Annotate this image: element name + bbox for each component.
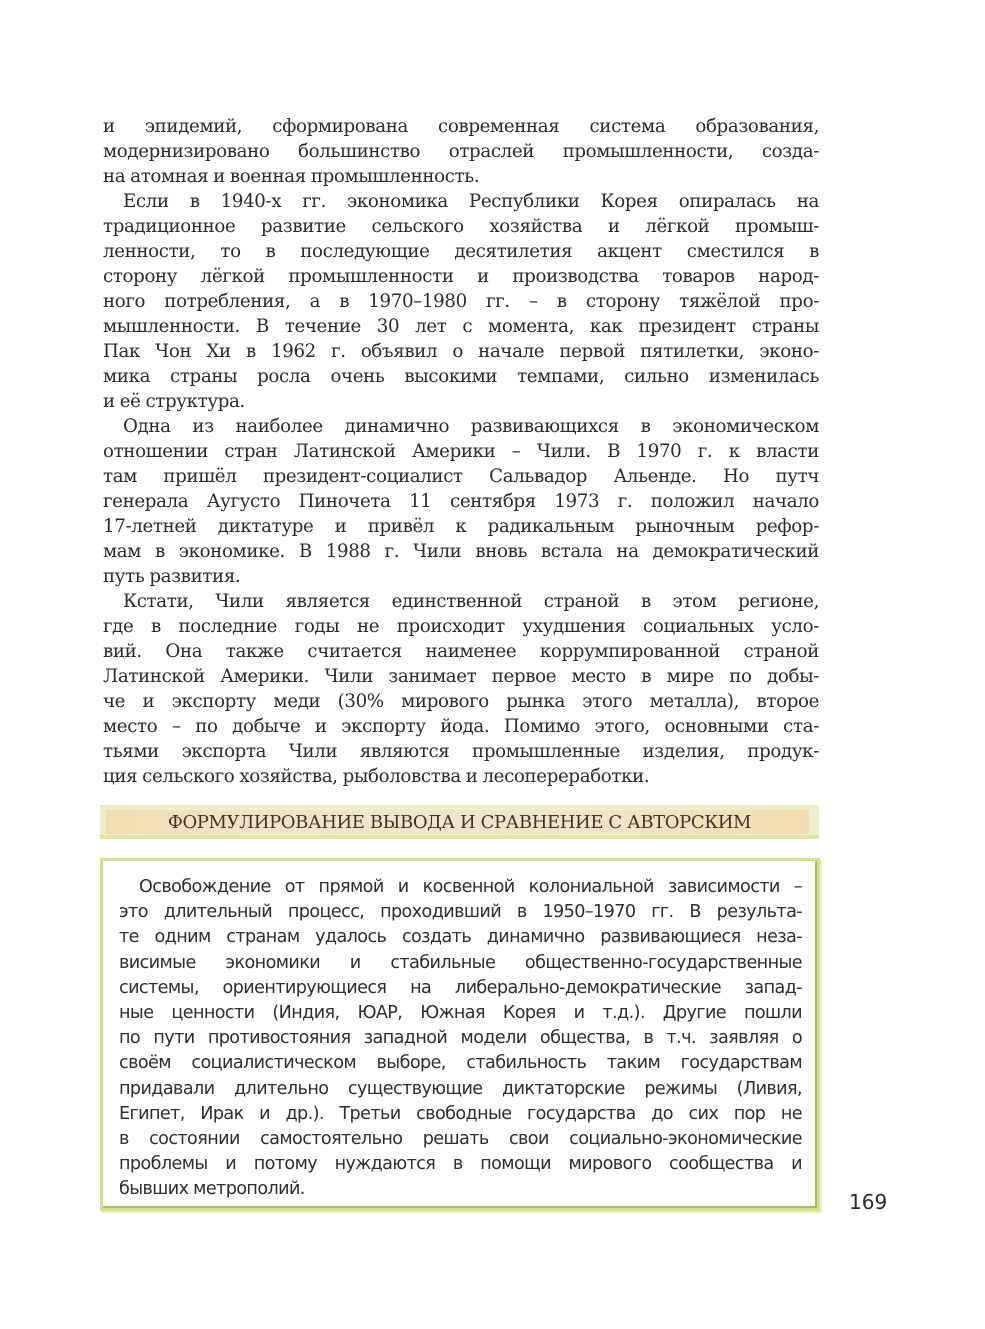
text-line: Латинской Америки. Чили занимает первое место в мире по добы- xyxy=(103,666,819,687)
text-line: сторону лёгкой промышленности и производства товаров народ- xyxy=(103,266,819,287)
text-line: ция сельского хозяйства, рыболовства и лесопереработки. xyxy=(103,766,650,787)
text-line: 17-летней диктатуре и привёл к радикальным рыночным рефор- xyxy=(103,516,819,537)
text-line: те одним странам удалось создать динамично развивающиеся неза- xyxy=(119,927,802,948)
text-line: традиционное развитие сельского хозяйства и лёгкой промыш- xyxy=(103,216,819,237)
text-line: ного потребления, а в 1970–1980 гг. – в сторону тяжёлой про- xyxy=(103,291,819,312)
text-line: мышленности. В течение 30 лет с момента, как президент страны xyxy=(103,316,819,337)
paragraph xyxy=(103,414,819,589)
text-line: вий. Она также считается наименее коррумпированной страной xyxy=(103,641,819,662)
text-line: по пути противостояния западной модели общества, в т.ч. заявляя о xyxy=(119,1028,802,1049)
text-line: тьями экспорта Чили являются промышленные изделия, продук- xyxy=(103,741,819,762)
text-line: че и экспорту меди (30% мирового рынка этого металла), второе xyxy=(103,691,819,712)
text-line: системы, ориентирующиеся на либерально-демократические запад- xyxy=(119,977,802,998)
text-line: Если в 1940-х гг. экономика Республики Корея опиралась на xyxy=(123,191,819,212)
paragraph xyxy=(103,589,819,789)
conclusion-box xyxy=(100,858,820,1211)
text-line: ные ценности (Индия, ЮАР, Южная Корея и т.д.). Другие пошли xyxy=(119,1003,802,1024)
section-heading: ФОРМУЛИРОВАНИЕ ВЫВОДА И СРАВНЕНИЕ С АВТОРСКИМ xyxy=(167,812,752,833)
main-text xyxy=(103,114,819,789)
text-line: Одна из наиболее динамично развивающихся в экономическом xyxy=(123,416,819,437)
text-line: где в последние годы не происходит ухудшения социальных усло- xyxy=(103,616,819,637)
text-line: проблемы и потому нуждаются в помощи мирового сообщества и xyxy=(119,1154,802,1175)
conclusion-text xyxy=(119,875,802,1203)
text-line: Египет, Ирак и др.). Третьи свободные государства до сих пор не xyxy=(119,1103,802,1124)
text-line: мика страны росла очень высокими темпами, сильно изменилась xyxy=(103,366,819,387)
text-line: и её структура. xyxy=(103,391,245,412)
text-line: мам в экономике. В 1988 г. Чили вновь встала на демократический xyxy=(103,541,819,562)
text-line: Пак Чон Хи в 1962 г. объявил о начале первой пятилетки, эконо- xyxy=(103,341,819,362)
text-line: ленности, то в последующие десятилетия акцент сместился в xyxy=(103,241,819,262)
text-line: генерала Аугусто Пиночета 11 сентября 1973 г. положил начало xyxy=(103,491,819,512)
text-line: там пришёл президент-социалист Сальвадор Альенде. Но путч xyxy=(103,466,819,487)
text-line: своём социалистическом выборе, стабильность таким государствам xyxy=(119,1053,802,1074)
page-number: 169 xyxy=(849,1190,888,1214)
textbook-page xyxy=(103,114,819,789)
paragraph xyxy=(103,189,819,414)
text-line: Кстати, Чили является единственной страной в этом регионе, xyxy=(123,591,819,612)
text-line: это длительный процесс, проходивший в 1950–1970 гг. В результа- xyxy=(119,902,802,923)
text-line: на атомная и военная промышленность. xyxy=(103,166,480,187)
text-line: отношении стран Латинской Америки – Чили. В 1970 г. к власти xyxy=(103,441,819,462)
section-heading-band xyxy=(100,805,819,839)
text-line: в состоянии самостоятельно решать свои социально-экономические xyxy=(119,1129,802,1150)
text-line: Освобождение от прямой и косвенной колониальной зависимости – xyxy=(139,877,802,897)
text-line: путь развития. xyxy=(103,566,241,587)
text-line: бывших метрополий. xyxy=(119,1179,305,1200)
text-line: модернизировано большинство отраслей промышленности, созда- xyxy=(103,141,819,162)
text-line: и эпидемий, сформирована современная система образования, xyxy=(103,116,819,137)
text-line: место – по добыче и экспорту йода. Помимо этого, основными ста- xyxy=(103,716,819,737)
text-line: висимые экономики и стабильные общественно-государственные xyxy=(119,952,802,973)
paragraph xyxy=(103,114,819,189)
text-line: придавали длительно существующие диктаторские режимы (Ливия, xyxy=(119,1078,802,1099)
